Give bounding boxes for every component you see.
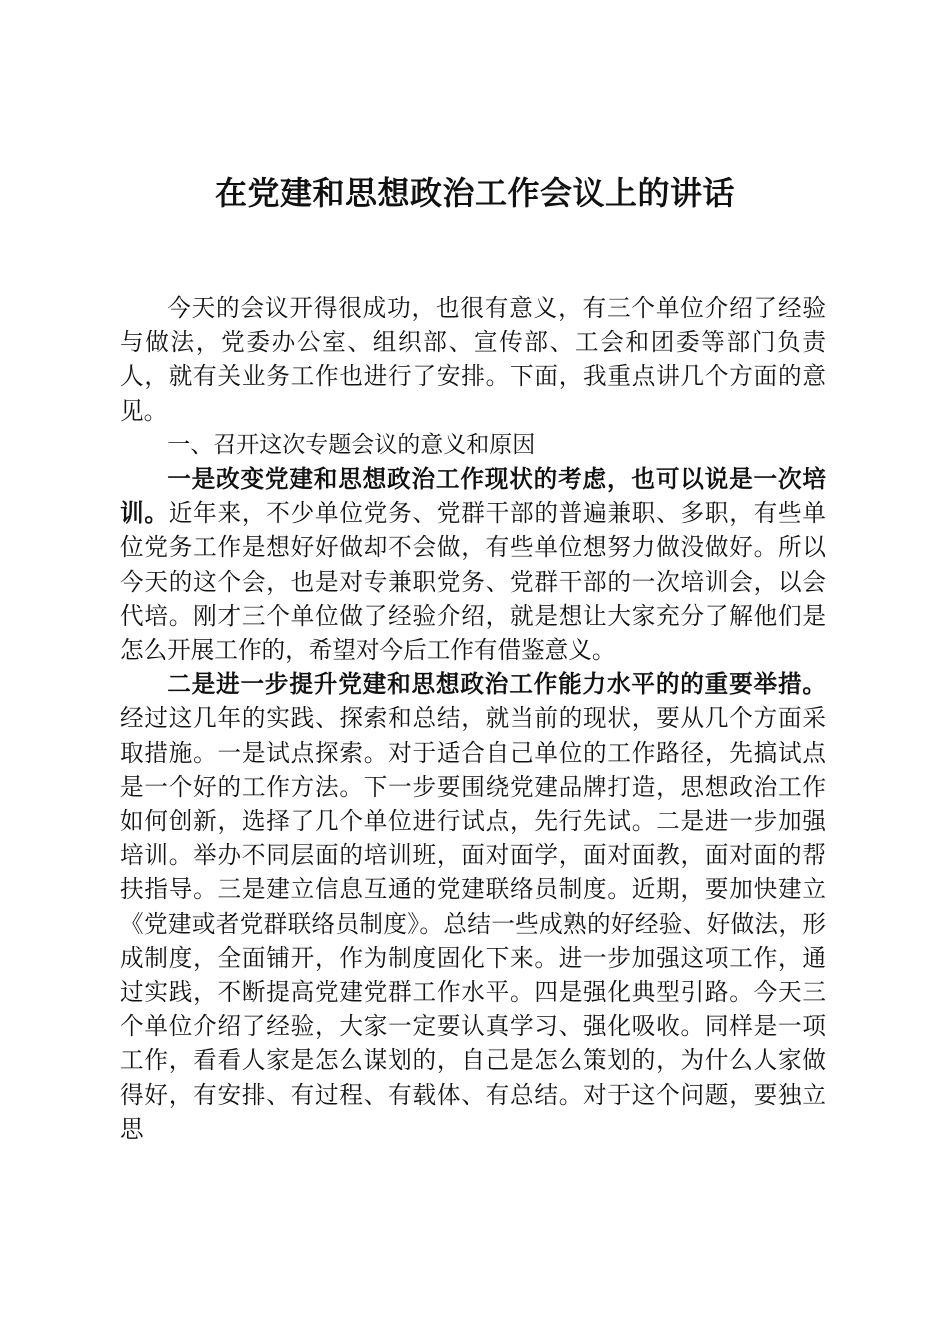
paragraph-two [120, 667, 826, 1146]
paragraph-one-text: 近年来，不少单位党务、党群干部的普遍兼职、多职，有些单位党务工作是想好好做却不会做，有些单位想努力做没做好。所以今天的这个会，也是对专兼职党务、党群干部的一次培训会，以会代培。刚才三个单位做了经验介绍，就是想让大家充分了解他们是怎么开展工作的，希望对今后工作有借鉴意义。 [120, 499, 827, 665]
paragraph-two-text: 经过这几年的实践、探索和总结，就当前的现状，要从几个方面采取措施。一是试点探索。对于适合自己单位的工作路径，先搞试点是一个好的工作方法。下一步要围绕党建品牌打造，思想政治工作如何创新，选择了几个单位进行试点，先行先试。二是进一步加强培训。举办不同层面的培训班，面对面学，面对面教，面对面的帮扶指导。三是建立信息互通的党建联络员制度。近期，要加快建立《党建或者党群联络员制度》。总结一些成熟的好经验、好做法，形成制度，全面铺开，作为制度固化下来。进一步加强这项工作，通过实践，不断提高党建党群工作水平。四是强化典型引路。今天三个单位介绍了经验，大家一定要认真学习、强化吸收。同样是一项工作，看看人家是怎么谋划的，自己是怎么策划的，为什么人家做得好，有安排、有过程、有载体、有总结。对于这个问题，要独立思 [120, 704, 826, 1143]
paragraph-one-lead: 一是改变党建和思想政治工作现状的考虑，也可以说是一次培训。 [120, 465, 826, 528]
paragraph-two-lead: 二是进一步提升党建和思想政治工作能力水平的的重要举措。 [167, 670, 826, 699]
paragraph-one [120, 462, 826, 667]
section-heading: 一、召开这次专题会议的意义和原因 [167, 431, 536, 458]
document-body [120, 291, 826, 1146]
intro-paragraph: 今天的会议开得很成功，也很有意义，有三个单位介绍了经验与做法，党委办公室、组织部、宣传部、工会和团委等部门负责人，就有关业务工作也进行了安排。下面，我重点讲几个方面的意见。 [120, 294, 826, 425]
document-title: 在党建和思想政治工作会议上的讲话 [214, 174, 735, 212]
